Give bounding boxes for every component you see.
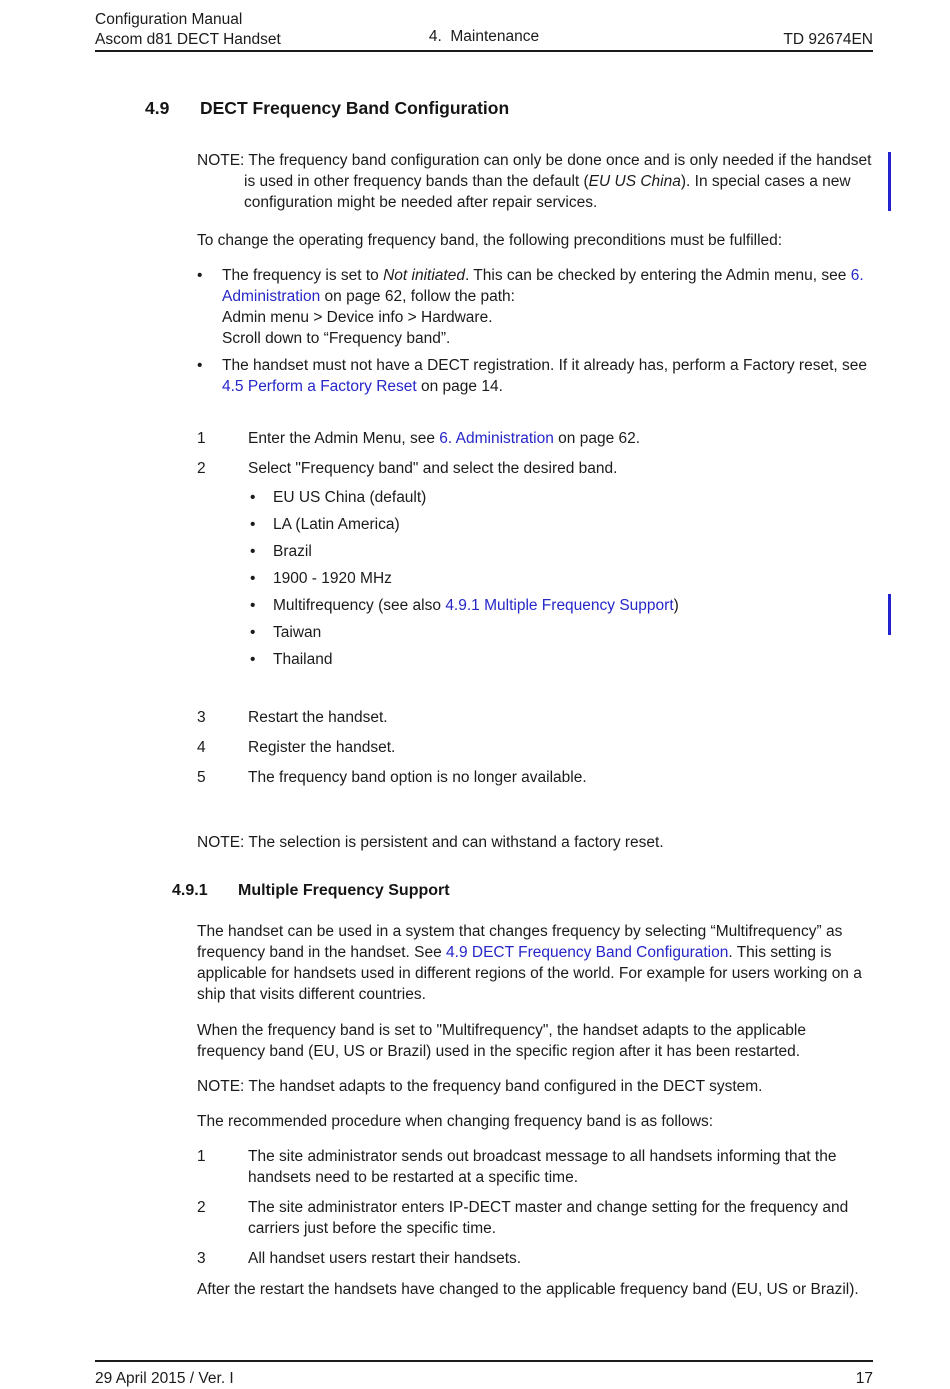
step-number: 2	[197, 1199, 206, 1216]
text-segment: The frequency is set to	[222, 267, 384, 284]
note-paragraph	[197, 150, 873, 213]
text-segment: NOTE: The frequency band configuration can only be done once and is only needed if the handset is used in other frequency bands than the default (	[197, 152, 872, 190]
text-segment: LA (Latin America)	[273, 516, 400, 533]
text-segment: The recommended procedure when changing frequency band is as follows:	[197, 1113, 714, 1130]
step-number: 3	[197, 1250, 206, 1267]
header-document-title: Ascom d81 DECT Handset	[95, 31, 281, 48]
section-heading	[145, 98, 873, 119]
step-item	[197, 1248, 873, 1269]
step-item	[197, 1146, 873, 1188]
bullet-text	[273, 541, 873, 562]
step-text	[248, 428, 873, 449]
paragraph	[197, 1020, 873, 1062]
step-item	[197, 1197, 873, 1239]
step-text	[248, 458, 873, 479]
bullet-icon: •	[250, 516, 256, 533]
step-text	[248, 1146, 873, 1188]
bullet-item	[250, 622, 873, 643]
footer-date-version: 29 April 2015 / Ver. I	[95, 1370, 234, 1387]
bullet-text	[273, 622, 873, 643]
step-list	[197, 1146, 873, 1269]
bullet-text	[273, 514, 873, 535]
bullet-item	[250, 649, 873, 670]
change-bar	[888, 152, 891, 211]
paragraph	[197, 921, 873, 1005]
step-item	[197, 707, 873, 728]
text-segment: All handset users restart their handsets.	[248, 1250, 522, 1267]
sub-bullet-list	[250, 487, 873, 670]
cross-reference-link[interactable]: 4.9.1 Multiple Frequency Support	[445, 597, 674, 614]
bullet-item	[250, 568, 873, 589]
bullet-item	[250, 487, 873, 508]
text-segment: Taiwan	[273, 624, 322, 641]
bullet-item	[250, 514, 873, 535]
cross-reference-link[interactable]: 4.5 Perform a Factory Reset	[222, 378, 417, 395]
bullet-item	[250, 595, 873, 616]
bullet-text	[273, 649, 873, 670]
step-number: 4	[197, 739, 206, 756]
text-segment: Scroll down to “Frequency band”.	[222, 330, 451, 347]
section-heading	[172, 880, 873, 901]
heading-number: 4.9	[145, 98, 170, 118]
text-segment: The site administrator sends out broadcast message to all handsets informing that the handsets need to be restarted at a specific time.	[248, 1148, 837, 1186]
bullet-text	[222, 355, 873, 397]
step-number: 2	[197, 460, 206, 477]
text-segment: NOTE: The selection is persistent and can withstand a factory reset.	[197, 834, 664, 851]
text-segment: To change the operating frequency band, the following preconditions must be fulfilled:	[197, 232, 783, 249]
text-segment: on page 62, follow the path:	[320, 288, 515, 305]
text-segment: After the restart the handsets have changed to the applicable frequency band (EU, US or Brazil).	[197, 1281, 859, 1298]
bullet-list	[197, 265, 873, 397]
heading-title: Multiple Frequency Support	[238, 882, 450, 899]
text-segment: Thailand	[273, 651, 333, 668]
bullet-item	[197, 265, 873, 349]
change-bar	[888, 594, 891, 635]
text-segment: )	[673, 597, 679, 614]
step-text	[248, 1248, 873, 1269]
text-segment: . This setting is applicable for handsets used in different regions of the world. For example for users working on a ship that visits different countries.	[197, 944, 862, 1003]
text-segment: Multifrequency (see also	[273, 597, 446, 614]
text-segment: EU US China	[588, 173, 681, 190]
bullet-icon: •	[250, 597, 256, 614]
heading-title: DECT Frequency Band Configuration	[200, 98, 510, 118]
text-segment: NOTE: The handset adapts to the frequency band configured in the DECT system.	[197, 1078, 763, 1095]
text-segment: . This can be checked by entering the Admin menu, see	[464, 267, 851, 284]
step-list	[197, 707, 873, 788]
step-item	[197, 737, 873, 758]
step-item	[197, 458, 873, 479]
text-segment: The handset can be used in a system that changes frequency by selecting “Multifrequency” as frequency band in the handset. See	[197, 923, 843, 961]
bullet-icon: •	[250, 489, 256, 506]
text-segment: Brazil	[273, 543, 312, 560]
text-segment: Select "Frequency band" and select the desired band.	[248, 460, 618, 477]
bullet-text	[222, 265, 873, 349]
text-segment: on page 62.	[553, 430, 641, 447]
text-segment: Not initiated	[383, 267, 465, 284]
cross-reference-link[interactable]: 6. Administration	[439, 430, 554, 447]
bullet-icon: •	[250, 570, 256, 587]
step-number: 3	[197, 709, 206, 726]
bullet-icon: •	[250, 651, 256, 668]
text-segment: The frequency band option is no longer available.	[248, 769, 587, 786]
bullet-icon: •	[197, 357, 203, 374]
text-segment: The site administrator enters IP-DECT master and change setting for the frequency and carriers just before the specific time.	[248, 1199, 849, 1237]
step-number: 1	[197, 430, 206, 447]
cross-reference-link[interactable]: 6. Administration	[222, 267, 864, 305]
header-document-id: TD 92674EN	[783, 31, 873, 48]
bullet-icon: •	[250, 624, 256, 641]
note-paragraph	[197, 1076, 873, 1097]
page-footer	[95, 1360, 873, 1389]
step-text	[248, 737, 873, 758]
text-segment: When the frequency band is set to "Multifrequency", the handset adapts to the applicable frequency band (EU, US or Brazil) used in the specific region after it has been restarted.	[197, 1022, 806, 1060]
bullet-icon: •	[197, 267, 203, 284]
text-segment: Enter the Admin Menu, see	[248, 430, 440, 447]
bullet-item	[197, 355, 873, 397]
cross-reference-link[interactable]: 4.9 DECT Frequency Band Configuration	[446, 944, 729, 961]
paragraph	[197, 1279, 873, 1300]
header-chapter: 4. Maintenance	[428, 28, 540, 45]
text-segment: ). In special cases a new configuration might be needed after repair services.	[244, 173, 851, 211]
text-segment: EU US China (default)	[273, 489, 427, 506]
bullet-text	[273, 595, 873, 616]
paragraph	[197, 230, 873, 251]
paragraph	[197, 1111, 873, 1132]
text-segment: Restart the handset.	[248, 709, 388, 726]
step-number: 5	[197, 769, 206, 786]
text-segment: Register the handset.	[248, 739, 396, 756]
note-paragraph	[197, 832, 873, 853]
step-text	[248, 707, 873, 728]
page-header	[95, 0, 873, 52]
document-body	[145, 98, 873, 1300]
footer-page-number: 17	[855, 1370, 873, 1387]
text-segment: Admin menu > Device info > Hardware.	[222, 309, 493, 326]
step-text	[248, 767, 873, 788]
step-text	[248, 1197, 873, 1239]
step-item	[197, 767, 873, 788]
step-item	[197, 428, 873, 449]
step-number: 1	[197, 1148, 206, 1165]
step-list	[197, 428, 873, 479]
text-segment: The handset must not have a DECT registration. If it already has, perform a Factory reset, see	[222, 357, 867, 374]
bullet-text	[273, 568, 873, 589]
text-segment: 1900 - 1920 MHz	[273, 570, 392, 587]
bullet-item	[250, 541, 873, 562]
bullet-text	[273, 487, 873, 508]
header-document-type: Configuration Manual	[95, 11, 243, 28]
text-segment: on page 14.	[416, 378, 503, 395]
bullet-icon: •	[250, 543, 256, 560]
heading-number: 4.9.1	[172, 882, 208, 899]
